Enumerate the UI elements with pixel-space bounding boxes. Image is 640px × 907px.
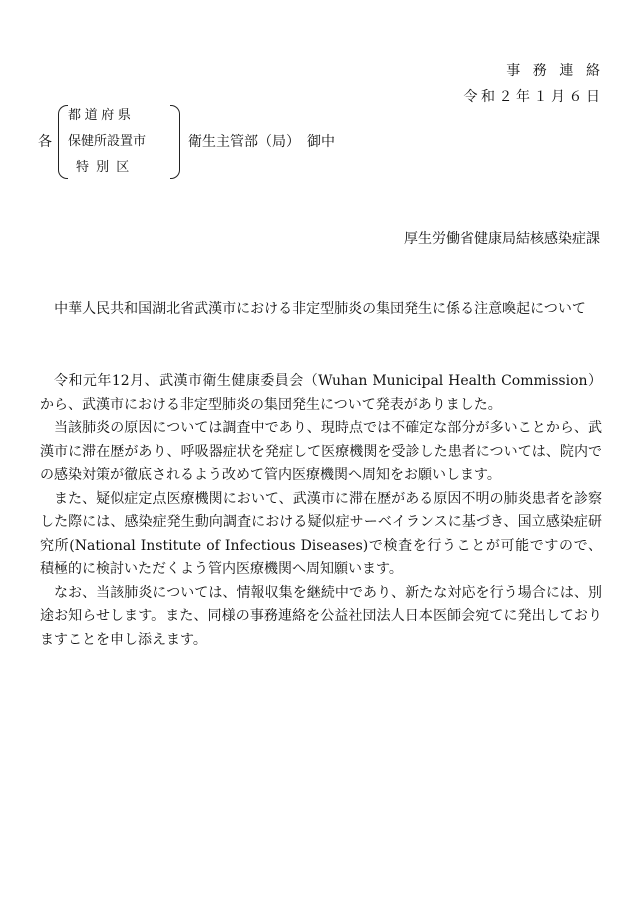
- addressee-list: [68, 103, 170, 181]
- right-brace: [170, 105, 180, 179]
- body-paragraph: なお、当該肺炎については、情報収集を継続中であり、新たな対応を行う場合には、別途お知らせします。また、同様の事務連絡を公益社団法人日本医師会宛てに発出しておりますことを申し添えます。: [40, 584, 602, 648]
- addressee-prefix: 各: [38, 134, 52, 150]
- document-title: 中華人民共和国湖北省武漢市における非定型肺炎の集団発生に係る注意喚起について: [54, 301, 586, 317]
- body-paragraph: また、疑似症定点医療機関において、武漢市に滞在歴がある原因不明の肺炎患者を診察した際には、感染症発生動向調査における疑似症サーベイランスに基づき、国立感染症研究所(National Institute of Infectious Diseases)で検査を行うことが可能ですので、積極的に検討いただくよう管内医療機関へ周知願います。: [40, 490, 602, 577]
- body-paragraph: 令和元年12月、武漢市衛生健康委員会（Wuhan Municipal Health Commission）から、武漢市における非定型肺炎の集団発生について発表がありました。: [40, 373, 602, 413]
- addressee-health-center-cities: 保健所設置市: [68, 134, 147, 149]
- addressee-department: 衛生主管部（局） 御中: [188, 134, 335, 150]
- document-date: 令和２年１月６日: [463, 89, 604, 105]
- left-brace: [58, 105, 68, 179]
- addressee-prefectures: 都道府県: [68, 108, 135, 123]
- body-paragraph: 当該肺炎の原因については調査中であり、現時点では不確定な部分が多いことから、武漢市に滞在歴があり、呼吸器症状を発症して医療機関を受診した患者については、院内での感染対策が徹底されるよう改めて管内医療機関へ周知をお願いします。: [40, 420, 602, 483]
- document-type: 事務連絡: [506, 63, 613, 79]
- sender: 厚生労働省健康局結核感染症課: [404, 231, 600, 247]
- document-header: [463, 58, 613, 110]
- document-body: [40, 370, 602, 652]
- addressee-special-wards: 特別区: [76, 160, 137, 175]
